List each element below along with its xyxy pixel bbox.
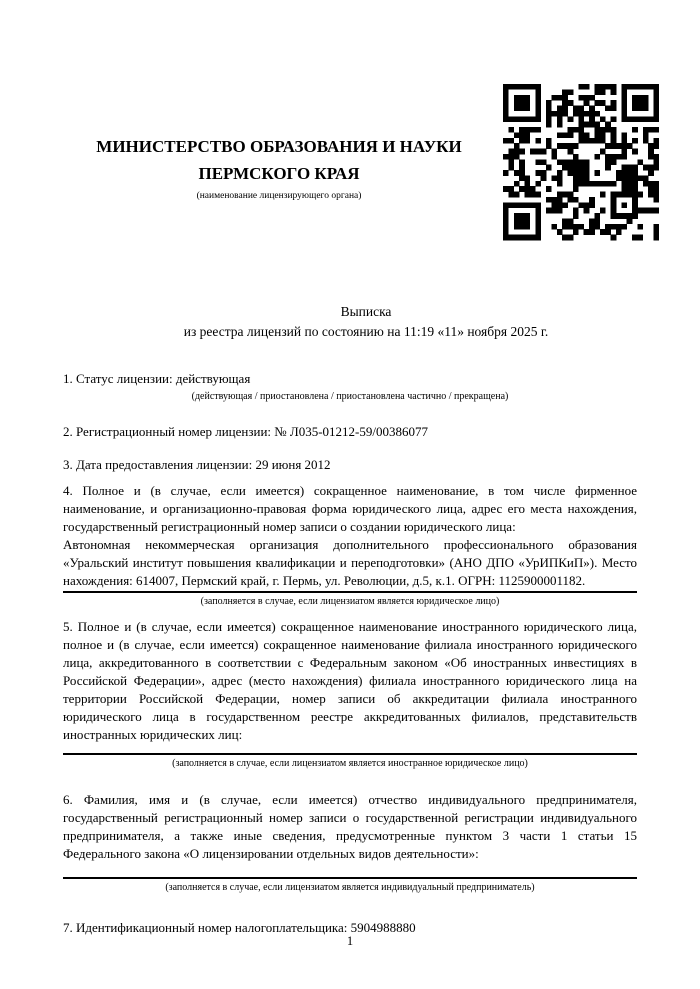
- ministry-header: [63, 0, 495, 203]
- page-number: 1: [346, 934, 354, 948]
- item-5-foreign-entity: [63, 618, 637, 771]
- fill-in-line: [63, 877, 637, 879]
- foreign-entity-label: 5. Полное и (в случае, если имеется) сокращенное наименование иностранного юридического лица, полное и (в случае, если имеется) сокращенное наименование филиала иностранного юридического лица, аккредитованного в соответствии с Федеральным законом «Об иностранных инвестициях в Российской Федерации», адрес (место нахождения) филиала иностранного юридического лица на территории Российской Федерации, номер записи об аккредитации филиала иностранного юридического лица в государственном реестре аккредитованных филиалов, представительств иностранных юридических лиц:: [63, 619, 637, 742]
- item-4-legal-entity: [63, 482, 637, 609]
- fill-in-line: [63, 753, 637, 755]
- entrepreneur-label: 6. Фамилия, имя и (в случае, если имеется) отчество индивидуального предпринимателя, государственный регистрационный номер записи о государственной регистрации индивидуального предпринимателя, а также иные сведения, предусмотренные пунктом 3 части 1 статьи 15 Федерального закона «О лицензировании отдельных видов деятельности»:: [63, 792, 637, 861]
- legal-entity-caption: (заполняется в случае, если лицензиатом является юридическое лицо): [200, 596, 500, 607]
- item-2-registration-number: [63, 422, 637, 442]
- item-3-license-date: [63, 455, 637, 475]
- document-title-line2: из реестра лицензий по состоянию на 11:19 «11» ноября 2025 г.: [183, 324, 549, 339]
- qr-code: [503, 81, 659, 243]
- foreign-entity-caption: (заполняется в случае, если лицензиатом является иностранное юридическое лицо): [172, 758, 528, 769]
- license-date-text: 3. Дата предоставления лицензии: 29 июня 2012: [63, 457, 331, 472]
- fill-in-line: [63, 591, 637, 593]
- ministry-name-line1: МИНИСТЕРСТВО ОБРАЗОВАНИЯ И НАУКИ: [96, 137, 462, 156]
- ministry-subtitle: (наименование лицензирующего органа): [196, 191, 362, 201]
- license-status-text: 1. Статус лицензии: действующая: [63, 371, 251, 386]
- item-1-license-status: [63, 369, 637, 404]
- license-status-caption: (действующая / приостановлена / приостановлена частично / прекращена): [191, 391, 509, 402]
- item-6-individual-entrepreneur: [63, 791, 637, 895]
- legal-entity-label: 4. Полное и (в случае, если имеется) сокращенное наименование, в том числе фирменное наименование, и организационно-правовая форма юридического лица, адрес его места нахождения, государственный регистрационный номер записи о создании юридического лица:: [63, 483, 637, 534]
- entrepreneur-caption: (заполняется в случае, если лицензиатом является индивидуальный предприниматель): [165, 882, 535, 893]
- taxpayer-number-text: 7. Идентификационный номер налогоплательщика: 5904988880: [63, 920, 416, 935]
- ministry-name-line2: ПЕРМСКОГО КРАЯ: [198, 164, 360, 183]
- document-title-line1: Выписка: [340, 304, 392, 319]
- legal-entity-value: Автономная некоммерческая организация дополнительного профессионального образования «Уральский институт повышения квалификации и переподготовки» (АНО ДПО «УрИПКиП»). Место нахождения: 614007, Пермский край, г. Пермь, ул. Революции, д.5, к.1. ОГРН: 1125900001182.: [63, 537, 637, 588]
- document-title: [79, 302, 653, 342]
- registration-number-text: 2. Регистрационный номер лицензии: № Л035-01212-59/00386077: [63, 424, 429, 439]
